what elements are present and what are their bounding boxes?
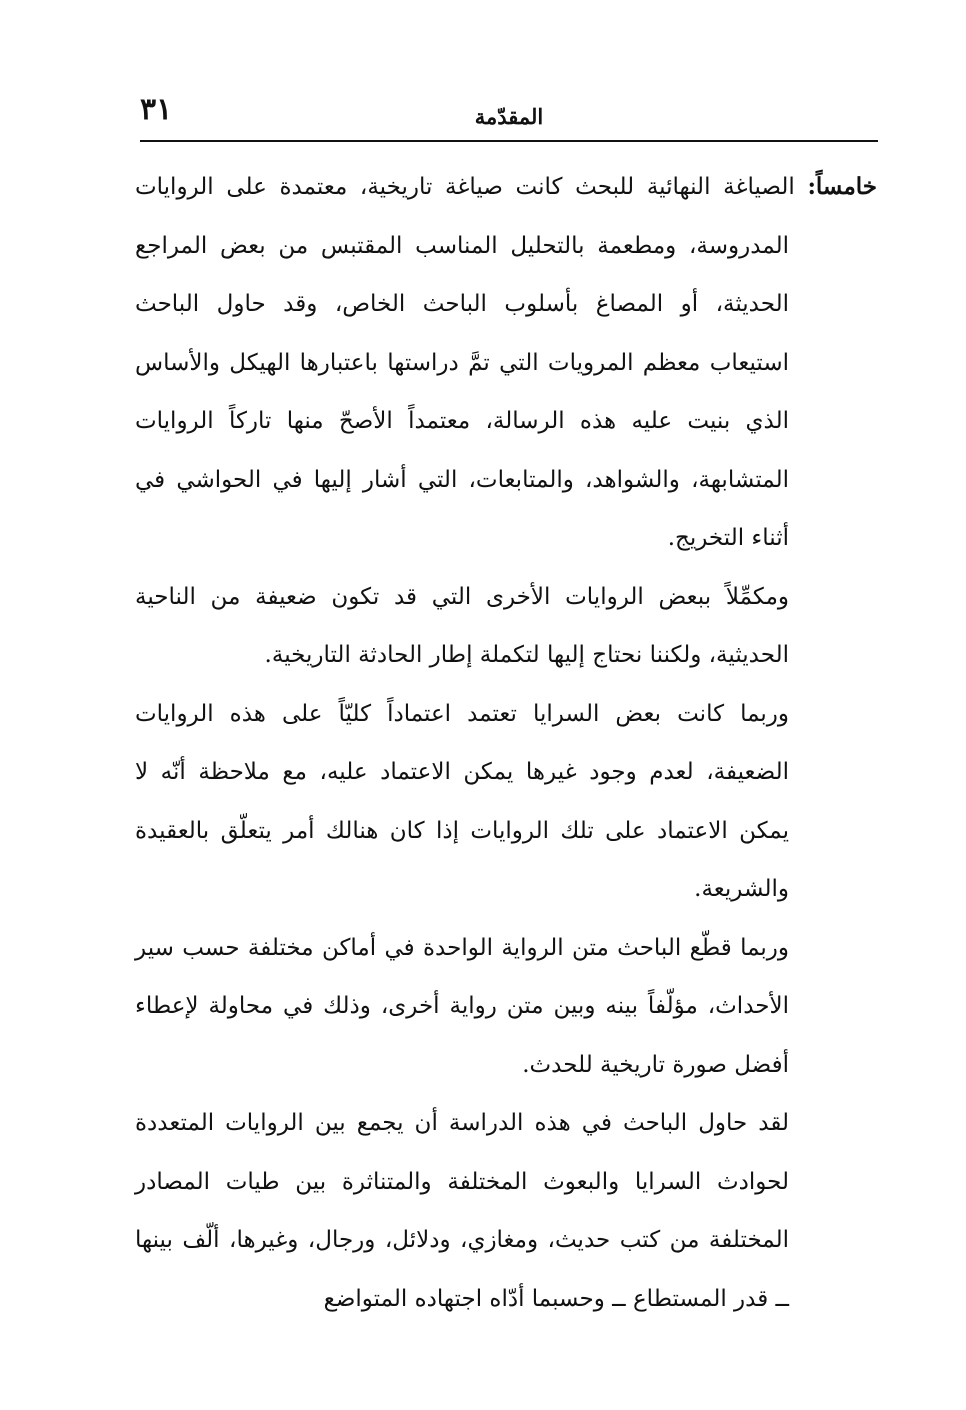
- header-rule: [140, 140, 878, 142]
- paragraph: وربما قطّع الباحث متن الرواية الواحدة في أماكن مختلفة حسب سير الأحداث، مؤلّفاً بينه وبين متن رواية أخرى، وذلك في محاولة لإعطاء أفضل صورة تاريخية للحدث.: [135, 934, 789, 1078]
- paragraph: وربما كانت بعض السرايا تعتمد اعتماداً كليّاً على هذه الروايات الضعيفة، لعدم وجود غيرها يمكن الاعتماد عليه، مع ملاحظة أنّه لا يمكن الاعتماد على تلك الروايات إذا كان هنالك أمر يتعلّق بالعقيدة والشريعة.: [135, 700, 789, 902]
- body-text: [135, 158, 877, 1328]
- section-lead: خامساً:: [807, 173, 877, 200]
- paragraph-fifth-point: [135, 158, 877, 568]
- paragraph: لقد حاول الباحث في هذه الدراسة أن يجمع بين الروايات المتعددة لحوادث السرايا والبعوث المختلفة والمتناثرة بين طيات المصادر المختلفة من كتب حديث، ومغازي، ودلائل، ورجال، وغيرها، ألّف بينها ــ قدر المستطاع ــ وحسبما أدّاه اجتهاده المتواضع: [135, 1110, 789, 1312]
- running-title: المقدّمة: [474, 104, 544, 129]
- page-header: [140, 88, 878, 140]
- paragraph: ومكمِّلاً ببعض الروايات الأخرى التي قد تكون ضعيفة من الناحية الحديثية، ولكننا نحتاج إليها لتكملة إطار الحادثة التاريخية.: [135, 583, 789, 668]
- page-number: ٣١: [140, 92, 173, 127]
- paragraph-text: الصياغة النهائية للبحث كانت صياغة تاريخية، معتمدة على الروايات المدروسة، ومطعمة بالتحليل المناسب المقتبس من بعض المراجع الحديثة، أو المصاغ بأسلوب الباحث الخاص، وقد حاول الباحث استيعاب معظم المرويات التي تمَّ دراستها باعتبارها الهيكل والأساس الذي بنيت عليه هذه الرسالة، معتمداً الأصحّ منها تاركاً الروايات المتشابهة، والشواهد، والمتابعات، التي أشار إليها في الحواشي في أثناء التخريج.: [135, 174, 808, 551]
